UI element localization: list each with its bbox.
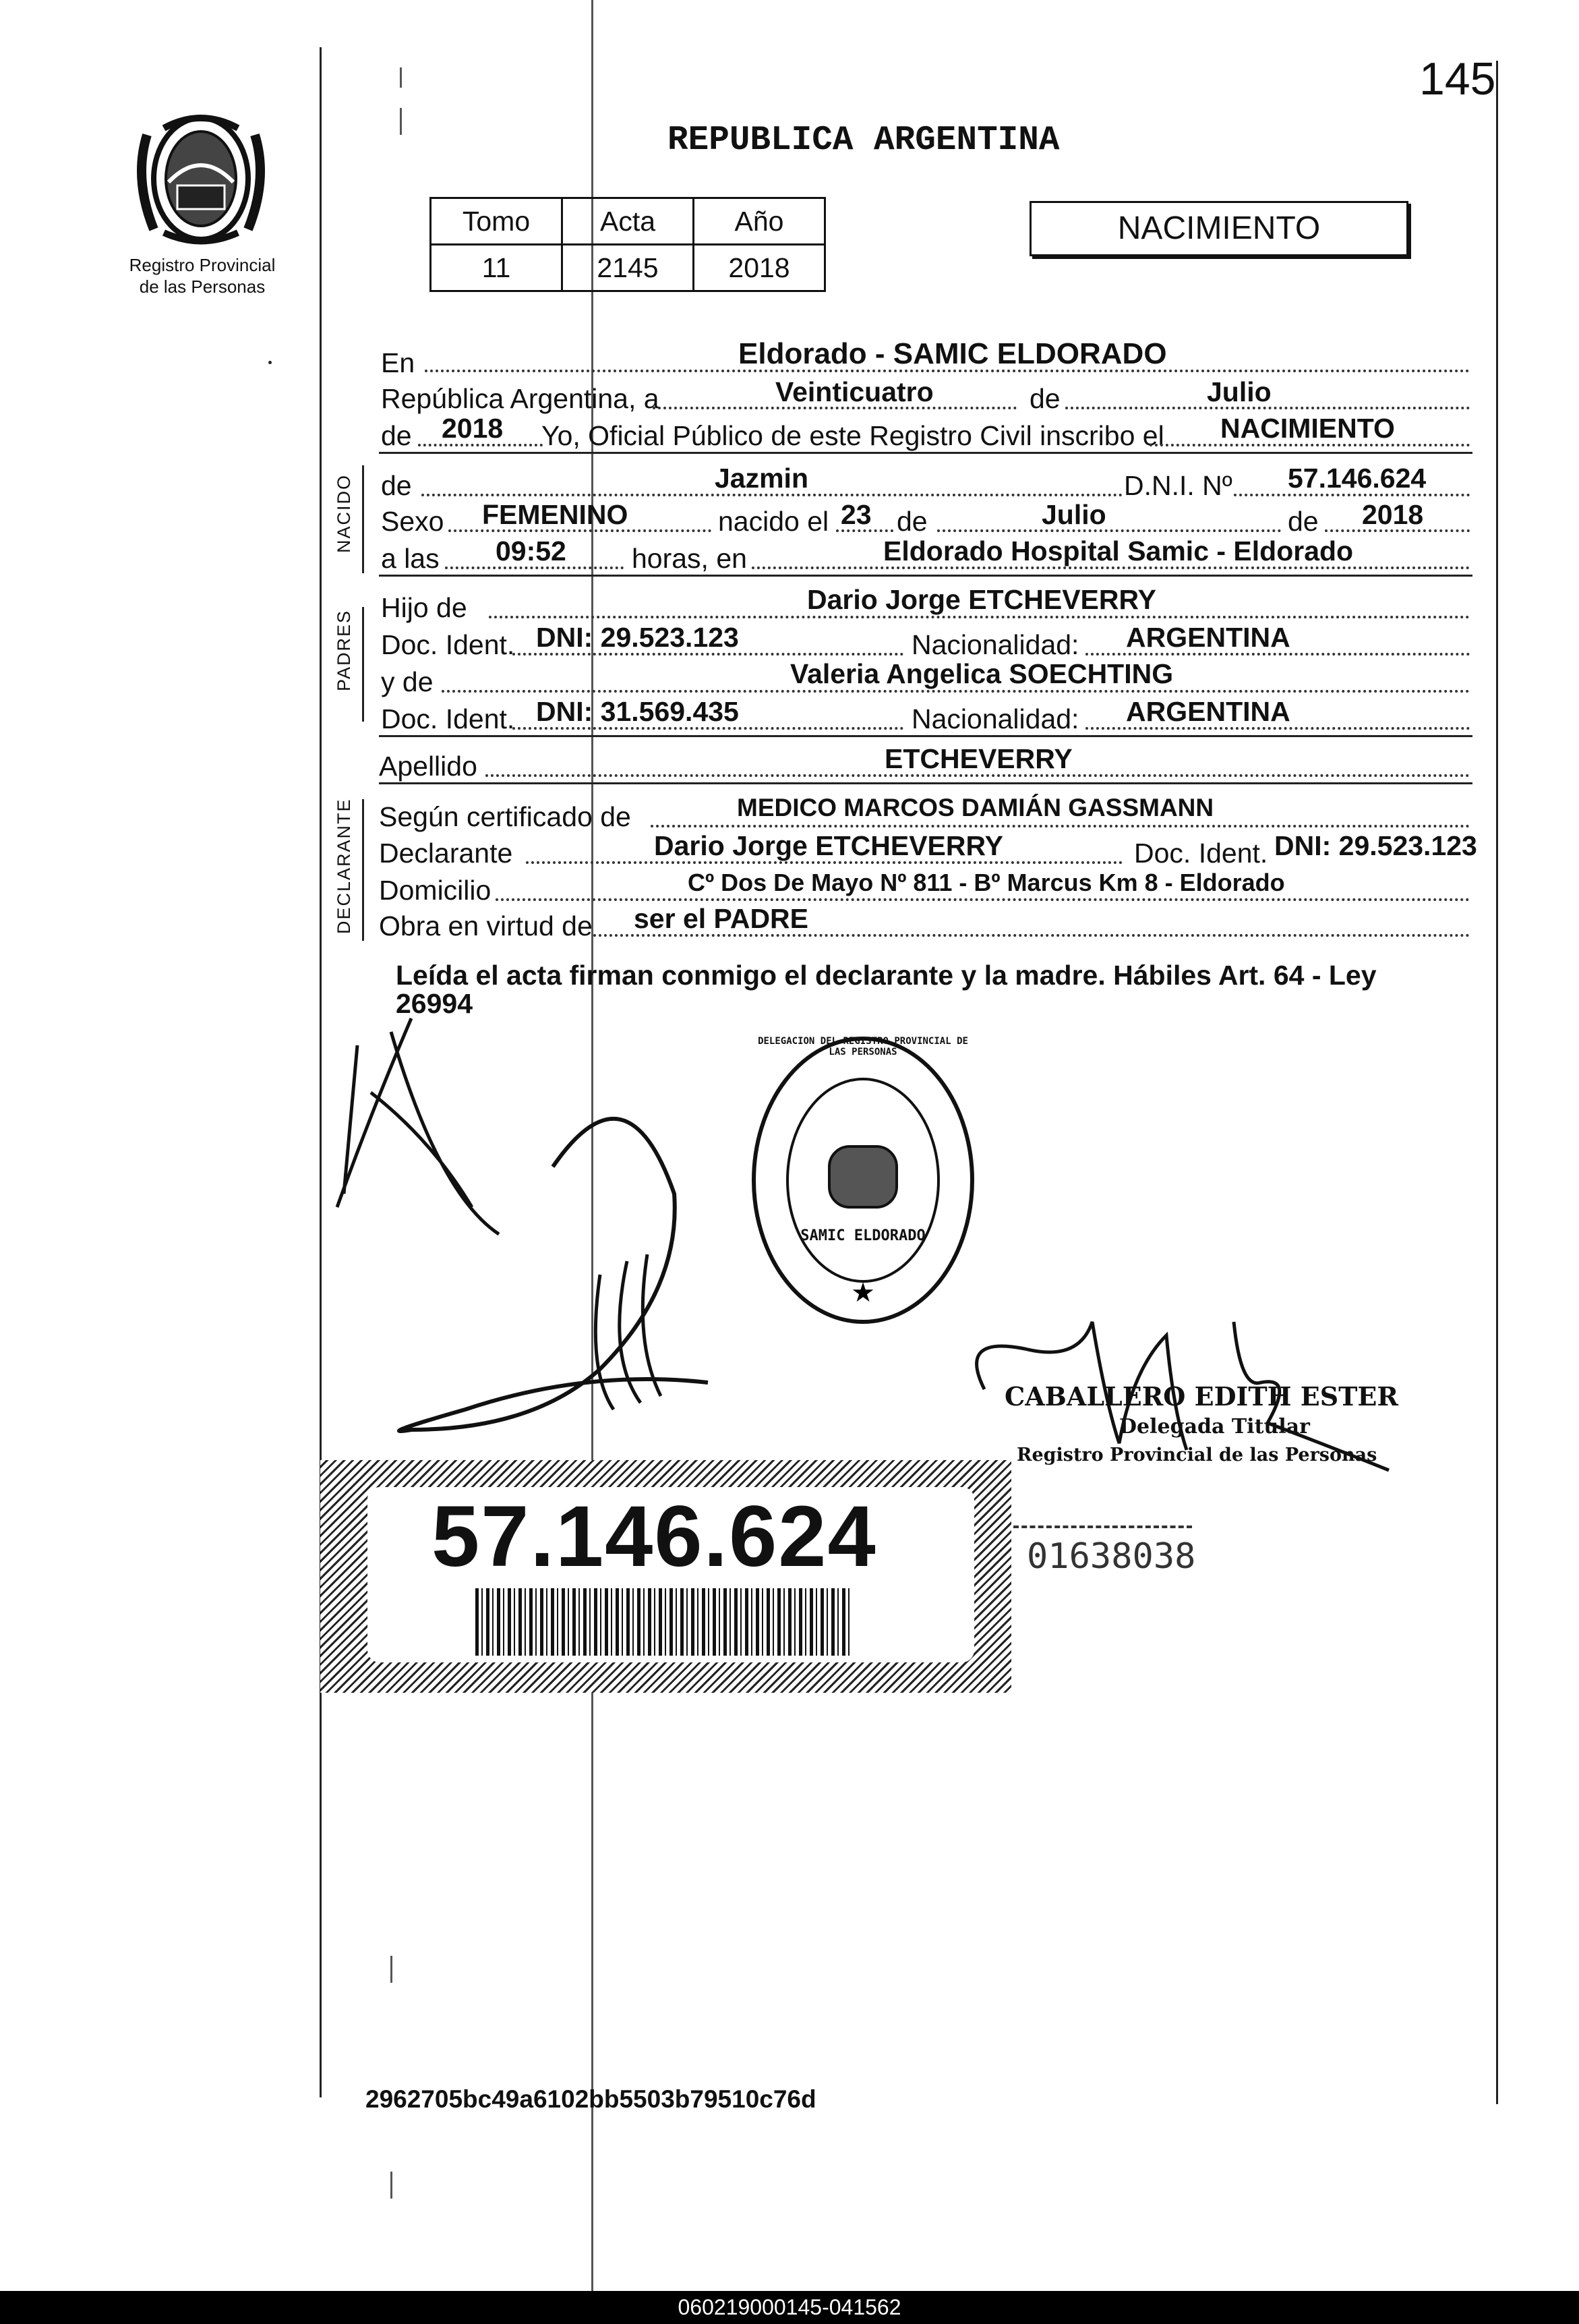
field-mes-texto: Julio xyxy=(1207,376,1272,407)
field-nac-dia: 23 xyxy=(841,499,872,530)
anio-header: Año xyxy=(694,198,825,245)
nacido-bracket xyxy=(362,465,364,573)
dots xyxy=(651,825,1470,827)
field-hora: 09:52 xyxy=(496,535,566,567)
left-margin-line xyxy=(320,47,322,2097)
field-domicilio: Cº Dos De Mayo Nº 811 - Bº Marcus Km 8 - Eldorado xyxy=(688,869,1285,896)
field-anio: 2018 xyxy=(442,413,504,444)
section-divider xyxy=(379,575,1472,577)
label-declarante: Declarante xyxy=(379,838,513,869)
field-padre: Dario Jorge ETCHEVERRY xyxy=(807,584,1156,615)
label-de-anio-nac: de xyxy=(1288,506,1319,537)
field-tipo-acta: NACIMIENTO xyxy=(1220,413,1395,444)
doc-type-label: NACIMIENTO xyxy=(1117,210,1321,246)
label-horas-en: horas, en xyxy=(632,543,747,574)
footer-code: 060219000145-041562 xyxy=(678,2295,901,2319)
field-declarante-doc: DNI: 29.523.123 xyxy=(1274,830,1477,861)
section-divider xyxy=(379,452,1472,454)
field-certificado: MEDICO MARCOS DAMIÁN GASSMANN xyxy=(737,794,1214,821)
field-madre: Valeria Angelica SOECHTING xyxy=(790,658,1174,689)
dots xyxy=(496,898,1470,901)
serial-number: 01638038 xyxy=(1027,1536,1196,1577)
label-en: En xyxy=(381,347,415,378)
field-sexo: FEMENINO xyxy=(482,499,628,530)
side-label-padres: PADRES xyxy=(334,609,354,691)
label-republica: República Argentina, a xyxy=(381,383,659,414)
official-org: Registro Provincial de las Personas xyxy=(1017,1445,1377,1465)
label-domicilio: Domicilio xyxy=(379,875,491,906)
field-padre-doc: DNI: 29.523.123 xyxy=(536,622,739,653)
side-label-nacido: NACIDO xyxy=(334,473,354,553)
fold-tick xyxy=(400,108,402,135)
section-divider xyxy=(379,782,1472,784)
declarant-signature xyxy=(330,991,748,1490)
label-apellido: Apellido xyxy=(379,751,477,782)
dots xyxy=(937,529,1281,532)
acta-header: Acta xyxy=(562,198,694,245)
anio-value: 2018 xyxy=(694,245,825,291)
official-title: Delegada Titular xyxy=(1119,1415,1310,1439)
label-doc-declarante: Doc. Ident. xyxy=(1134,838,1268,869)
footer-bar xyxy=(0,2291,1579,2324)
doc-type-box xyxy=(1030,201,1408,256)
document-hash: 2962705bc49a6102bb5503b79510c76d xyxy=(365,2085,816,2113)
acta-value: 2145 xyxy=(562,245,694,291)
serial-box xyxy=(1013,1526,1196,1577)
field-apellido: ETCHEVERRY xyxy=(885,743,1073,774)
field-declarante: Dario Jorge ETCHEVERRY xyxy=(654,830,1003,861)
dni-security-box xyxy=(320,1460,1011,1693)
field-madre-nac: ARGENTINA xyxy=(1126,696,1290,727)
field-dia-texto: Veinticuatro xyxy=(775,376,934,407)
fold-tick xyxy=(390,1956,392,1983)
right-margin-line xyxy=(1496,61,1498,2104)
official-stamp xyxy=(748,1032,978,1329)
dni-box-barcode xyxy=(475,1588,853,1656)
section-divider xyxy=(379,735,1472,737)
field-madre-doc: DNI: 31.569.435 xyxy=(536,696,739,727)
field-padre-nac: ARGENTINA xyxy=(1126,622,1290,653)
label-dni: D.N.I. Nº xyxy=(1124,470,1232,501)
field-nombre: Jazmin xyxy=(715,463,808,494)
field-lugar-nac: Eldorado Hospital Samic - Eldorado xyxy=(883,535,1354,567)
logo-caption-2: de las Personas xyxy=(139,277,266,297)
stamp-outer-text: DELEGACION DEL REGISTRO PROVINCIAL DE LAS PERSONAS xyxy=(758,1036,968,1057)
dots xyxy=(489,616,1470,618)
field-nac-mes: Julio xyxy=(1042,499,1106,530)
label-de-mes: de xyxy=(897,506,928,537)
closing-line-1: Leída el acta firman conmigo el declarante y la madre. Hábiles Art. 64 - Ley xyxy=(396,960,1377,991)
label-obra: Obra en virtud de xyxy=(379,910,593,941)
label-yo: Yo, Oficial Público de este Registro Civil inscribo el xyxy=(541,420,1164,451)
fold-tick xyxy=(400,67,402,88)
tomo-header: Tomo xyxy=(431,198,562,245)
label-nac-padre: Nacionalidad: xyxy=(912,629,1079,660)
field-dni: 57.146.624 xyxy=(1288,463,1427,494)
label-sexo: Sexo xyxy=(381,506,444,537)
logo-caption-1: Registro Provincial xyxy=(129,255,276,275)
label-y-de: y de xyxy=(381,666,434,697)
label-a-las: a las xyxy=(381,543,440,574)
official-name: CABALLERO EDITH ESTER xyxy=(1005,1381,1398,1412)
side-label-declarante: DECLARANTE xyxy=(334,798,354,934)
field-lugar: Eldorado - SAMIC ELDORADO xyxy=(738,337,1167,370)
label-de: de xyxy=(1030,383,1061,414)
padres-bracket xyxy=(362,607,364,722)
label-de-nombre: de xyxy=(381,470,412,501)
label-doc-padre: Doc. Ident. xyxy=(381,629,515,660)
label-segun: Según certificado de xyxy=(379,801,631,832)
closing-line-2: 26994 xyxy=(396,988,473,1019)
country-title: REPUBLICA ARGENTINA xyxy=(667,121,1060,160)
province-logo xyxy=(127,108,275,250)
fold-tick xyxy=(390,2172,392,2199)
label-nac-madre: Nacionalidad: xyxy=(912,703,1079,734)
label-doc-madre: Doc. Ident. xyxy=(381,703,515,734)
dots xyxy=(442,690,1470,693)
field-nac-anio: 2018 xyxy=(1362,499,1424,530)
svg-text:★: ★ xyxy=(851,1277,875,1308)
stamp-inner-text: SAMIC ELDORADO xyxy=(800,1227,926,1244)
label-de-anio: de xyxy=(381,420,412,451)
page-number: 145 xyxy=(1419,53,1496,105)
record-table xyxy=(429,197,826,292)
small-dot xyxy=(268,361,272,364)
label-nacido-el: nacido el xyxy=(718,506,829,537)
declarante-bracket xyxy=(362,799,364,941)
label-hijo-de: Hijo de xyxy=(381,592,467,623)
tomo-value: 11 xyxy=(431,245,562,291)
dni-box-number: 57.146.624 xyxy=(431,1488,877,1585)
field-obra: ser el PADRE xyxy=(634,903,809,934)
